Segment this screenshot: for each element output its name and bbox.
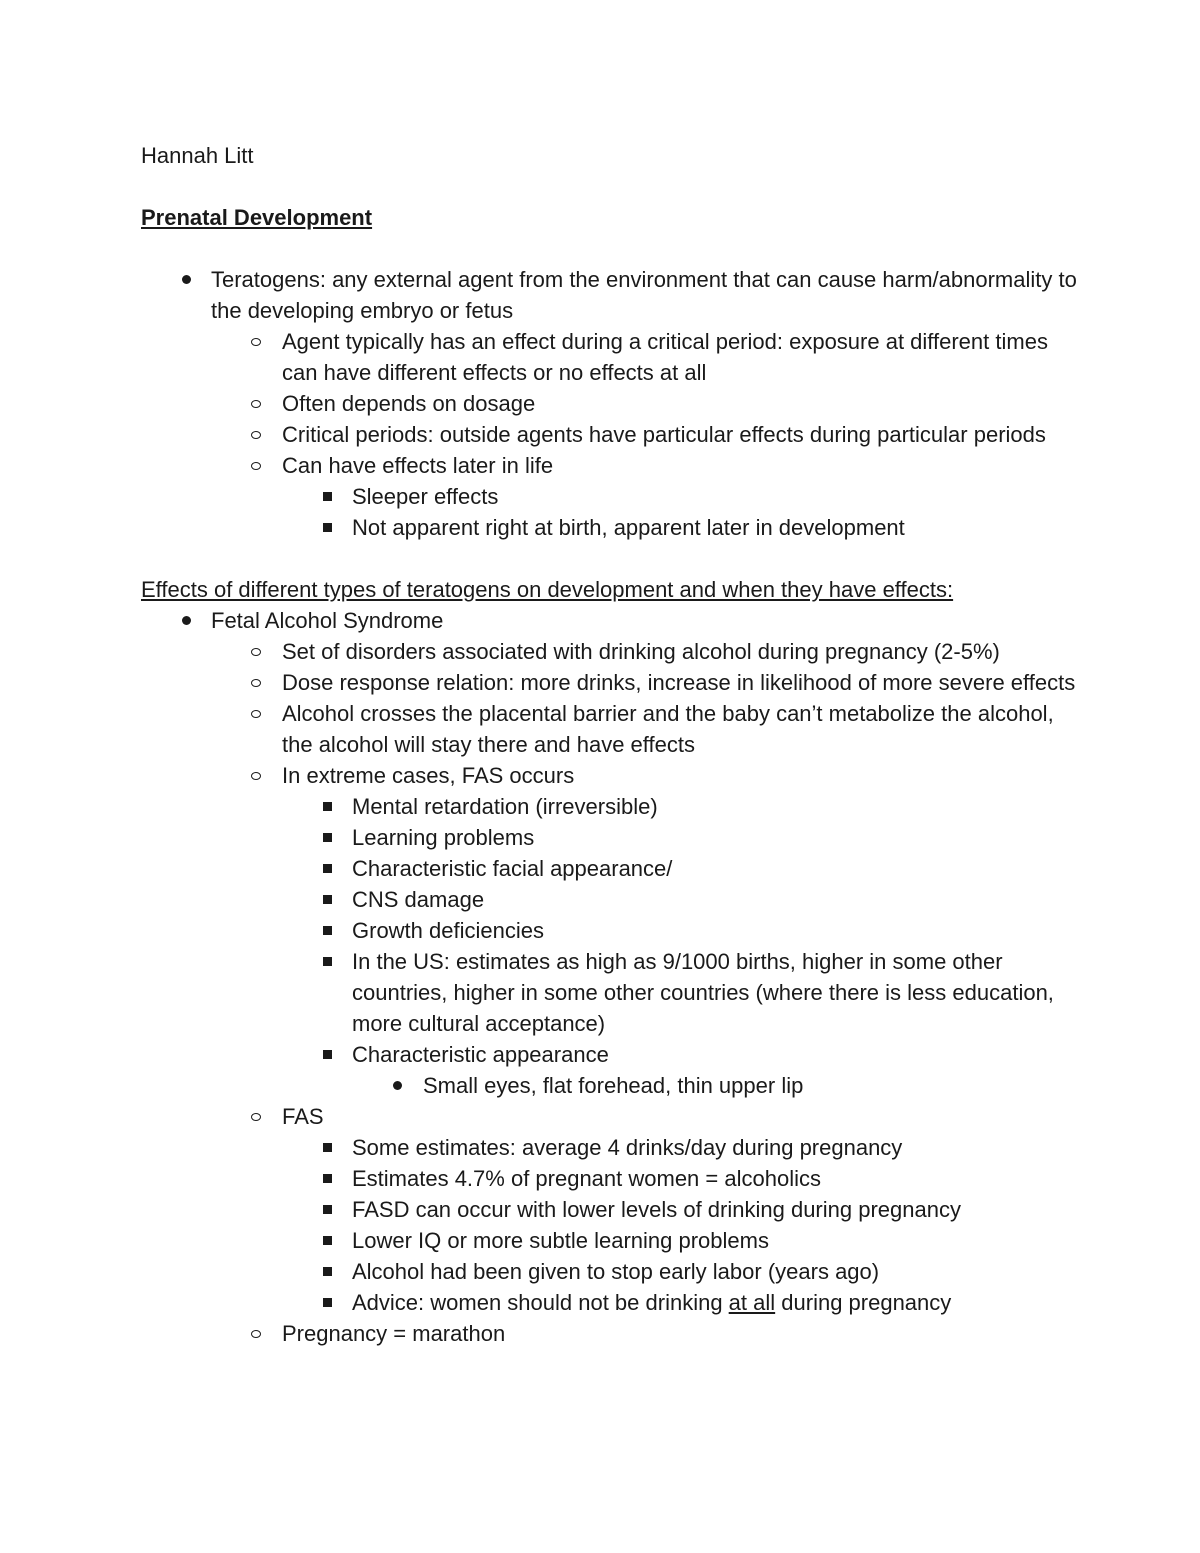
bullet-square-icon — [320, 791, 334, 822]
list-item: Agent typically has an effect during a critical period: exposure at different times can have different effects or no effects at all — [141, 326, 1081, 388]
list-item: Dose response relation: more drinks, increase in likelihood of more severe effects — [141, 667, 1081, 698]
list-item: Set of disorders associated with drinking alcohol during pregnancy (2-5%) — [141, 636, 1081, 667]
bullet-square-icon — [320, 946, 334, 977]
list-item: CNS damage — [141, 884, 1081, 915]
bullet-circle-icon — [249, 450, 263, 481]
bullet-square-icon — [320, 853, 334, 884]
list-item: Advice: women should not be drinking at all during pregnancy — [141, 1287, 1081, 1318]
bullet-circle-icon — [249, 667, 263, 698]
bullet-circle-icon — [249, 1318, 263, 1349]
page-title: Prenatal Development — [141, 205, 373, 230]
list-item: Learning problems — [141, 822, 1081, 853]
bullet-circle-icon — [249, 1101, 263, 1132]
fas-list — [141, 605, 1081, 1349]
bullet-disc-icon — [179, 264, 193, 295]
list-item: Often depends on dosage — [141, 388, 1081, 419]
advice-emphasis: at all — [728, 1290, 776, 1315]
list-item: Sleeper effects — [141, 481, 1081, 512]
bullet-square-icon — [320, 915, 334, 946]
list-item: FASD can occur with lower levels of drinking during pregnancy — [141, 1194, 1081, 1225]
bullet-circle-icon — [249, 698, 263, 729]
list-item: In the US: estimates as high as 9/1000 births, higher in some other countries, higher in some other countries (where there is less education, more cultural acceptance) — [141, 946, 1081, 1039]
bullet-circle-icon — [249, 419, 263, 450]
list-item: Pregnancy = marathon — [141, 1318, 1081, 1349]
bullet-square-icon — [320, 1225, 334, 1256]
bullet-square-icon — [320, 512, 334, 543]
section-heading: Effects of different types of teratogens on development and when they have effects: — [141, 577, 954, 602]
teratogens-list — [141, 264, 1081, 543]
bullet-circle-icon — [249, 760, 263, 791]
list-item: Not apparent right at birth, apparent later in development — [141, 512, 1081, 543]
bullet-circle-icon — [249, 636, 263, 667]
list-item: Small eyes, flat forehead, thin upper lip — [141, 1070, 1081, 1101]
bullet-square-icon — [320, 1163, 334, 1194]
list-item: Lower IQ or more subtle learning problems — [141, 1225, 1081, 1256]
list-item: Can have effects later in life — [141, 450, 1081, 481]
list-item: Alcohol had been given to stop early labor (years ago) — [141, 1256, 1081, 1287]
list-item: Alcohol crosses the placental barrier and the baby can’t metabolize the alcohol, the alcohol will stay there and have effects — [141, 698, 1081, 760]
bullet-disc-icon — [390, 1070, 404, 1101]
list-item: Growth deficiencies — [141, 915, 1081, 946]
bullet-circle-icon — [249, 388, 263, 419]
document-page — [141, 140, 1081, 1349]
bullet-square-icon — [320, 1039, 334, 1070]
list-item: Teratogens: any external agent from the environment that can cause harm/abnormality to the developing embryo or fetus — [141, 264, 1081, 326]
bullet-square-icon — [320, 1132, 334, 1163]
bullet-disc-icon — [179, 605, 193, 636]
bullet-square-icon — [320, 1256, 334, 1287]
bullet-square-icon — [320, 884, 334, 915]
list-item: Characteristic appearance — [141, 1039, 1081, 1070]
list-item: Critical periods: outside agents have particular effects during particular periods — [141, 419, 1081, 450]
bullet-square-icon — [320, 822, 334, 853]
list-item: Characteristic facial appearance/ — [141, 853, 1081, 884]
list-item: Some estimates: average 4 drinks/day during pregnancy — [141, 1132, 1081, 1163]
author-name: Hannah Litt — [141, 143, 254, 168]
bullet-square-icon — [320, 1194, 334, 1225]
list-item: In extreme cases, FAS occurs — [141, 760, 1081, 791]
list-item: Fetal Alcohol Syndrome — [141, 605, 1081, 636]
list-item: Estimates 4.7% of pregnant women = alcoholics — [141, 1163, 1081, 1194]
list-item: FAS — [141, 1101, 1081, 1132]
bullet-circle-icon — [249, 326, 263, 357]
bullet-square-icon — [320, 481, 334, 512]
list-item: Mental retardation (irreversible) — [141, 791, 1081, 822]
bullet-square-icon — [320, 1287, 334, 1318]
